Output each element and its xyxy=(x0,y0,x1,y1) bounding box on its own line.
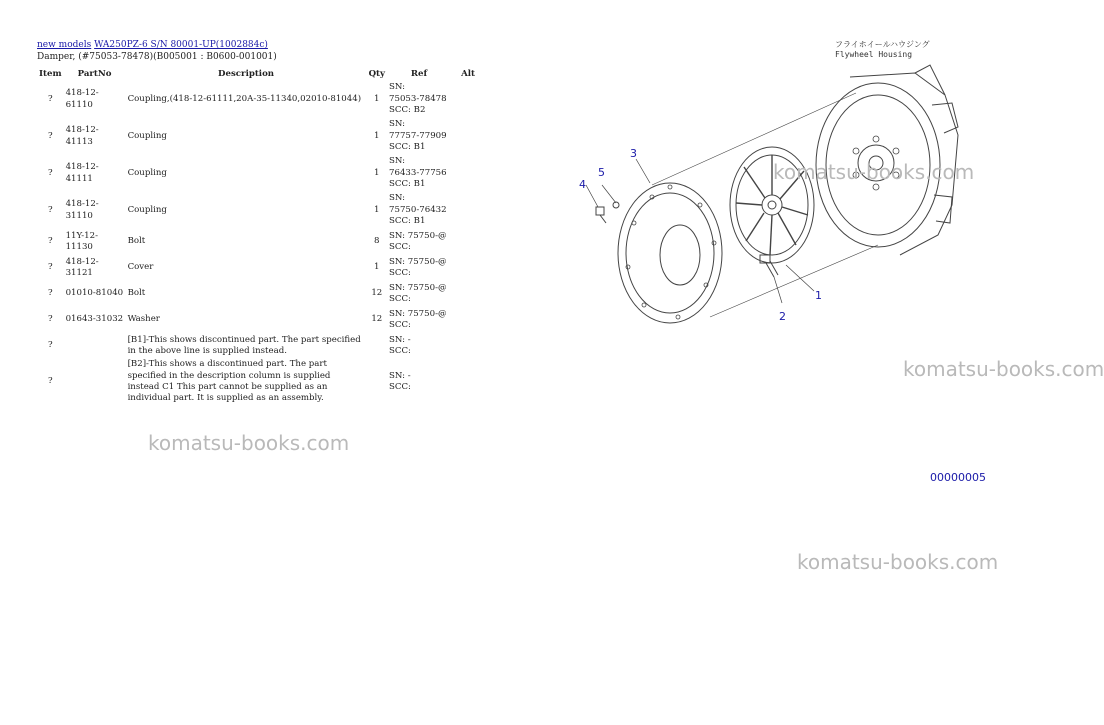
table-cell-ref xyxy=(387,333,451,359)
table-cell-item: ? xyxy=(47,262,53,273)
ref-line: SCC: xyxy=(389,268,411,278)
flywheel-housing-diagram xyxy=(560,55,1020,355)
ref-line: SN: 75750-@ xyxy=(389,256,447,267)
ref-line: SCC: xyxy=(389,294,411,304)
table-cell-qty: 1 xyxy=(374,93,380,104)
table-cell-ref xyxy=(387,81,451,118)
table-cell-qty: 12 xyxy=(371,314,383,325)
ref-line: SCC: B2 xyxy=(389,105,426,116)
figure-caption xyxy=(835,40,930,60)
ref-line: SN: 75750-@ xyxy=(389,308,447,319)
table-cell-alt xyxy=(451,281,485,307)
table-cell-item: ? xyxy=(47,204,53,215)
table-cell-partno: 418-12-31121 xyxy=(65,256,99,278)
table-cell-partno: 11Y-12-11130 xyxy=(65,230,98,252)
table-cell-alt xyxy=(451,192,485,229)
table-cell-item: ? xyxy=(47,236,53,247)
header-alt: Alt xyxy=(461,68,475,79)
bolt-washer-drawing xyxy=(596,202,619,223)
table-cell-description: [B1]-This shows discontinued part. The part specified in the above line is supplied instead. xyxy=(127,334,361,356)
table-cell-ref xyxy=(387,281,451,307)
header-partno: PartNo xyxy=(77,68,112,79)
breadcrumb-link-model[interactable]: WA250PZ-6 S/N 80001-UP(1002884c) xyxy=(94,40,268,50)
ref-line: SN: xyxy=(389,119,406,130)
table-cell-partno: 418-12-31110 xyxy=(65,199,99,221)
table-cell-partno: 01010-81040 xyxy=(65,288,124,299)
table-row xyxy=(37,359,485,405)
parts-table-body xyxy=(37,81,485,405)
table-cell-qty: 12 xyxy=(371,288,383,299)
table-cell-partno xyxy=(64,359,126,405)
ref-line: SCC: B1 xyxy=(389,142,426,153)
table-cell-alt xyxy=(451,155,485,192)
table-cell-qty: 8 xyxy=(374,236,380,247)
ref-line: SN: xyxy=(389,82,406,93)
table-cell-ref xyxy=(387,359,451,405)
table-cell-description: Bolt xyxy=(127,236,146,247)
table-cell-alt xyxy=(451,118,485,155)
figure-caption-jp: フライホイールハウジング xyxy=(835,40,930,49)
table-cell-partno xyxy=(64,333,126,359)
table-cell-item: ? xyxy=(47,93,53,104)
table-row xyxy=(37,81,485,118)
table-cell-description: Coupling xyxy=(127,167,167,178)
header-item: Item xyxy=(39,68,62,79)
ref-line: SCC: B1 xyxy=(389,216,426,227)
table-row xyxy=(37,307,485,333)
ref-line: 75053-78478 xyxy=(389,93,447,104)
cover-plate-drawing xyxy=(618,183,722,323)
table-row xyxy=(37,118,485,155)
callout-1: 1 xyxy=(815,289,822,302)
ref-line: 75750-76432 xyxy=(389,204,447,215)
table-cell-partno: 418-12-41113 xyxy=(65,125,99,147)
table-cell-description: Bolt xyxy=(127,288,146,299)
table-cell-item: ? xyxy=(47,376,53,387)
table-cell-description: Coupling xyxy=(127,130,167,141)
table-cell-item: ? xyxy=(47,314,53,325)
ref-line: SN: xyxy=(389,193,406,204)
table-cell-description: Cover xyxy=(127,262,154,273)
table-cell-ref xyxy=(387,229,451,255)
ref-line: SN: 75750-@ xyxy=(389,230,447,241)
ref-line: 77757-77909 xyxy=(389,130,447,141)
table-cell-item: ? xyxy=(47,340,53,351)
table-cell-qty: 1 xyxy=(374,130,380,141)
table-cell-qty: 1 xyxy=(374,204,380,215)
breadcrumb-link-new-models[interactable]: new models xyxy=(37,40,92,50)
table-cell-qty: 1 xyxy=(374,167,380,178)
table-cell-item: ? xyxy=(47,288,53,299)
table-row xyxy=(37,229,485,255)
table-cell-partno: 418-12-61110 xyxy=(65,88,99,110)
ref-line: SN: xyxy=(389,156,406,167)
figure-number: 00000005 xyxy=(930,471,986,484)
table-cell-alt xyxy=(451,229,485,255)
table-cell-description: Coupling xyxy=(127,204,167,215)
ref-line: 76433-77756 xyxy=(389,167,447,178)
figure-caption-en: Flywheel Housing xyxy=(835,50,913,59)
ref-line: SCC: xyxy=(389,242,411,252)
header-ref: Ref xyxy=(410,68,428,79)
ref-line: SCC: xyxy=(389,346,411,356)
table-cell-description: [B2]-This shows a discontinued part. The part specified in the description column is supplied instead C1 This part cannot be supplied as an individual part. It is supplied as an assembly. xyxy=(127,359,331,404)
header-qty: Qty xyxy=(368,68,386,79)
watermark: komatsu-books.com xyxy=(797,550,999,574)
watermark: komatsu-books.com xyxy=(903,357,1104,381)
table-cell-alt xyxy=(451,333,485,359)
table-row xyxy=(37,255,485,281)
table-row xyxy=(37,333,485,359)
bolt-drawing xyxy=(760,255,778,277)
table-cell-item: ? xyxy=(47,130,53,141)
watermark: komatsu-books.com xyxy=(148,431,350,455)
callout-4: 4 xyxy=(579,178,586,191)
table-cell-alt xyxy=(451,255,485,281)
breadcrumb xyxy=(37,40,268,50)
table-cell-ref xyxy=(387,255,451,281)
table-cell-ref xyxy=(387,307,451,333)
page-subtitle: Damper, (#75053-78478)(B005001 : B0600-001001) xyxy=(37,52,277,62)
callout-3: 3 xyxy=(630,147,637,160)
table-cell-qty xyxy=(367,359,387,405)
ref-line: SN: - xyxy=(389,370,411,381)
table-cell-partno: 418-12-41111 xyxy=(65,162,99,184)
ref-line: SN: 75750-@ xyxy=(389,282,447,293)
table-cell-alt xyxy=(451,81,485,118)
table-cell-ref xyxy=(387,118,451,155)
table-cell-alt xyxy=(451,307,485,333)
table-cell-qty: 1 xyxy=(374,262,380,273)
table-cell-ref xyxy=(387,155,451,192)
table-cell-partno: 01643-31032 xyxy=(65,314,124,325)
table-row xyxy=(37,155,485,192)
table-header-row xyxy=(37,66,485,81)
watermark: komatsu-books.com xyxy=(773,160,975,184)
ref-line: SCC: xyxy=(389,382,411,392)
table-cell-ref xyxy=(387,192,451,229)
ref-line: SCC: xyxy=(389,320,411,330)
callout-5: 5 xyxy=(598,166,605,179)
table-row xyxy=(37,192,485,229)
callout-2: 2 xyxy=(779,310,786,323)
table-cell-item: ? xyxy=(47,167,53,178)
table-cell-alt xyxy=(451,359,485,405)
parts-table xyxy=(37,66,485,405)
table-cell-description: Coupling,(418-12-61111,20A-35-11340,02010-81044) xyxy=(127,93,362,104)
ref-line: SN: - xyxy=(389,334,411,345)
header-description: Description xyxy=(218,68,275,79)
table-cell-qty xyxy=(367,333,387,359)
ref-line: SCC: B1 xyxy=(389,179,426,190)
table-row xyxy=(37,281,485,307)
table-cell-description: Washer xyxy=(127,314,160,325)
